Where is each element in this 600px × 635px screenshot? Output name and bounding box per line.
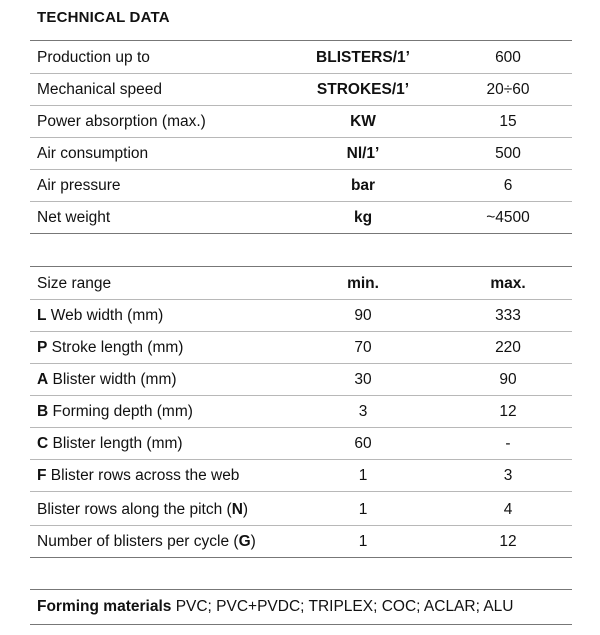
row-min: 70 — [354, 339, 372, 356]
row-label-prefix: Blister rows along the pitch ( — [37, 501, 232, 518]
row-max: 3 — [503, 467, 513, 484]
row-value: 500 — [495, 145, 521, 162]
materials-top-rule — [30, 589, 572, 590]
table-row — [30, 460, 572, 492]
row-label: Power absorption (max.) — [37, 113, 206, 130]
row-min: 3 — [358, 403, 368, 420]
materials-bottom-rule — [30, 624, 572, 625]
table-row — [30, 428, 572, 460]
row-unit: STROKES/1’ — [316, 81, 410, 98]
table-row — [30, 364, 572, 396]
row-min: 1 — [358, 467, 368, 484]
row-label: Air pressure — [37, 177, 121, 194]
table-row — [30, 106, 572, 138]
row-label-text: Stroke length (mm) — [51, 339, 184, 356]
row-label: Mechanical speed — [37, 81, 162, 98]
table-row — [30, 526, 572, 558]
row-label — [37, 332, 183, 363]
row-label — [37, 526, 256, 557]
row-min: 90 — [354, 307, 372, 324]
row-value: 600 — [495, 49, 521, 66]
row-label — [37, 364, 177, 395]
row-label — [37, 494, 248, 525]
row-code: F — [37, 467, 47, 484]
size-table-top-rule — [30, 266, 572, 267]
row-value: 20÷60 — [486, 81, 530, 98]
row-label — [37, 300, 163, 331]
row-code: C — [37, 435, 49, 452]
row-label-text: Web width (mm) — [50, 307, 164, 324]
materials-label: Forming materials — [37, 598, 172, 615]
row-label-suffix: ) — [250, 533, 256, 550]
table-row — [30, 170, 572, 202]
row-min: 1 — [358, 533, 368, 550]
table-row — [30, 494, 572, 526]
row-value: 15 — [499, 113, 517, 130]
table-row — [30, 74, 572, 106]
row-unit: BLISTERS/1’ — [316, 49, 410, 66]
header-max: max. — [490, 275, 526, 292]
forming-materials — [37, 598, 514, 616]
row-max: 12 — [499, 403, 517, 420]
row-label: Production up to — [37, 49, 150, 66]
row-label-text: Blister width (mm) — [52, 371, 177, 388]
row-label — [37, 428, 183, 459]
tech-table-top-rule — [30, 40, 572, 41]
row-max: 333 — [495, 307, 521, 324]
row-code: A — [37, 371, 49, 388]
row-unit: kg — [353, 209, 373, 226]
page-title: TECHNICAL DATA — [37, 9, 170, 26]
table-row — [30, 332, 572, 364]
row-min: 60 — [354, 435, 372, 452]
table-row — [30, 138, 572, 170]
row-value: ~4500 — [486, 209, 530, 226]
row-label: Air consumption — [37, 145, 149, 162]
row-code: N — [231, 501, 243, 518]
row-max: 4 — [503, 501, 513, 518]
table-row — [30, 202, 572, 234]
row-unit: bar — [350, 177, 376, 194]
row-max: 220 — [495, 339, 521, 356]
row-min: 1 — [358, 501, 368, 518]
row-label-suffix: ) — [242, 501, 249, 518]
row-label: Net weight — [37, 209, 111, 226]
row-label — [37, 460, 239, 491]
row-max: - — [505, 435, 511, 452]
row-label-text: Blister length (mm) — [52, 435, 183, 452]
table-row — [30, 42, 572, 74]
row-max: 90 — [499, 371, 517, 388]
row-label-text: Forming depth (mm) — [52, 403, 193, 420]
header-label: Size range — [37, 275, 112, 292]
row-max: 12 — [499, 533, 517, 550]
row-code: G — [238, 533, 251, 550]
row-label — [37, 396, 193, 427]
row-unit: Nl/1’ — [346, 145, 380, 162]
header-min: min. — [347, 275, 379, 292]
size-range-header — [30, 268, 572, 300]
row-label-prefix: Number of blisters per cycle ( — [37, 533, 239, 550]
row-label-text: Blister rows across the web — [50, 467, 240, 484]
row-min: 30 — [354, 371, 372, 388]
row-unit: KW — [350, 113, 376, 130]
row-value: 6 — [503, 177, 513, 194]
row-code: P — [37, 339, 48, 356]
materials-value: PVC; PVC+PVDC; TRIPLEX; COC; ACLAR; ALU — [175, 598, 514, 615]
row-code: B — [37, 403, 49, 420]
row-code: L — [37, 307, 47, 324]
table-row — [30, 300, 572, 332]
table-row — [30, 396, 572, 428]
